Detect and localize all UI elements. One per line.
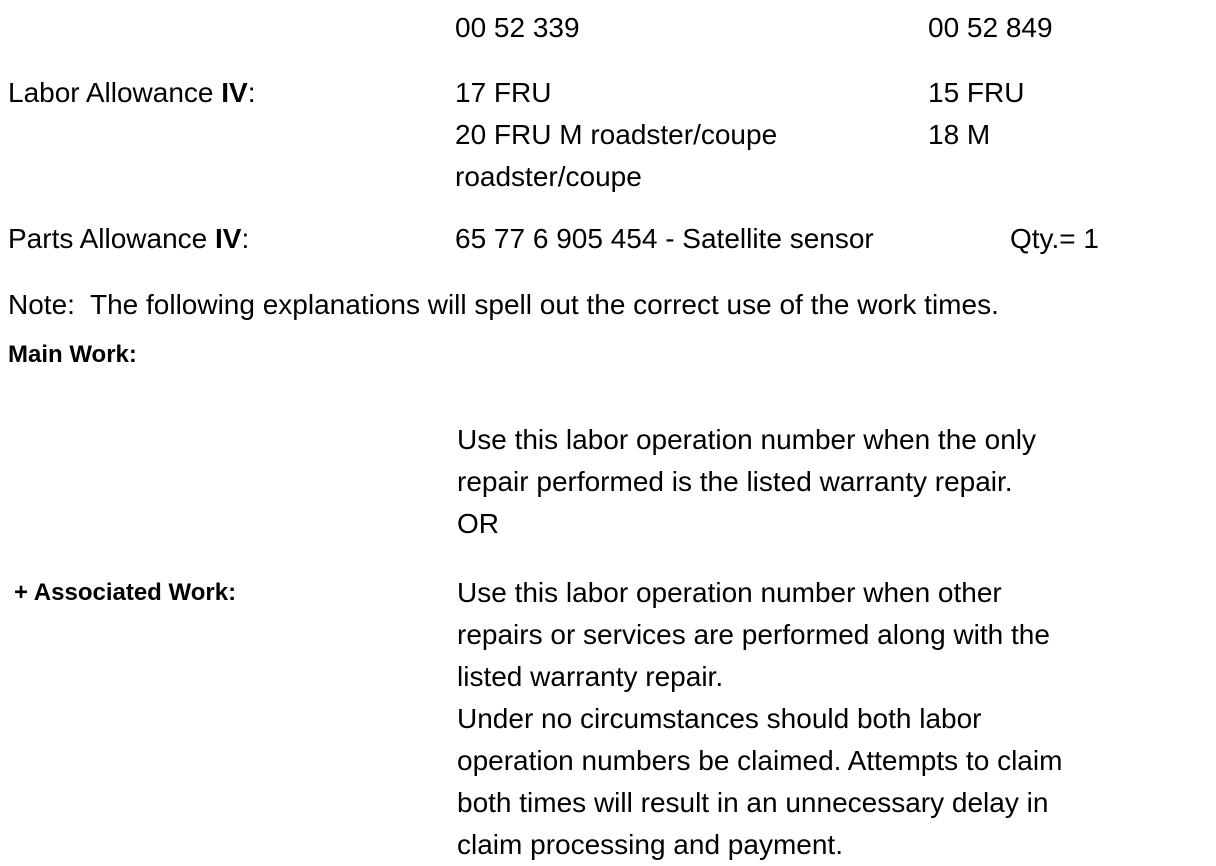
main-work-line: Use this labor operation number when the only: [457, 424, 1037, 455]
part-qty: Qty.= 1: [1010, 223, 1099, 254]
labor-col2-line: 18 M: [928, 119, 991, 150]
associated-work-line: listed warranty repair.: [457, 661, 724, 692]
main-work-heading: Main Work:: [8, 341, 137, 368]
labor-allowance-label: [8, 72, 256, 114]
code-col2: 00 52 849: [928, 12, 1053, 43]
associated-work-line: operation numbers be claimed. Attempts to claim: [457, 745, 1063, 776]
label-text: Labor Allowance: [8, 77, 222, 108]
label-suffix: IV: [215, 223, 242, 254]
parts-allowance-label: [8, 218, 249, 260]
code-col1: 00 52 339: [455, 12, 580, 43]
label-text: Parts Allowance: [8, 223, 215, 254]
labor-col2-line: 15 FRU: [928, 77, 1025, 108]
note: Note: The following explanations will spell out the correct use of the work times.: [8, 289, 999, 320]
main-work-line: repair performed is the listed warranty repair.: [457, 466, 1013, 497]
associated-work-line: both times will result in an unnecessary delay in: [457, 787, 1049, 818]
associated-work-line: repairs or services are performed along with the: [457, 619, 1050, 650]
label-suffix: IV: [221, 77, 248, 108]
associated-work-heading: + Associated Work:: [14, 579, 237, 606]
associated-work-line: Under no circumstances should both labor: [457, 703, 982, 734]
labor-col1-line: 17 FRU: [455, 77, 552, 108]
part-number: 65 77 6 905 454 - Satellite sensor: [455, 223, 874, 254]
associated-work-line: claim processing and payment.: [457, 829, 843, 860]
labor-col1-line: 20 FRU M roadster/coupe: [455, 119, 778, 150]
main-work-line: OR: [457, 508, 499, 539]
associated-work-line: Use this labor operation number when other: [457, 577, 1002, 608]
labor-col1-line: roadster/coupe: [455, 161, 642, 192]
label-colon: :: [241, 223, 250, 254]
label-colon: :: [247, 77, 256, 108]
